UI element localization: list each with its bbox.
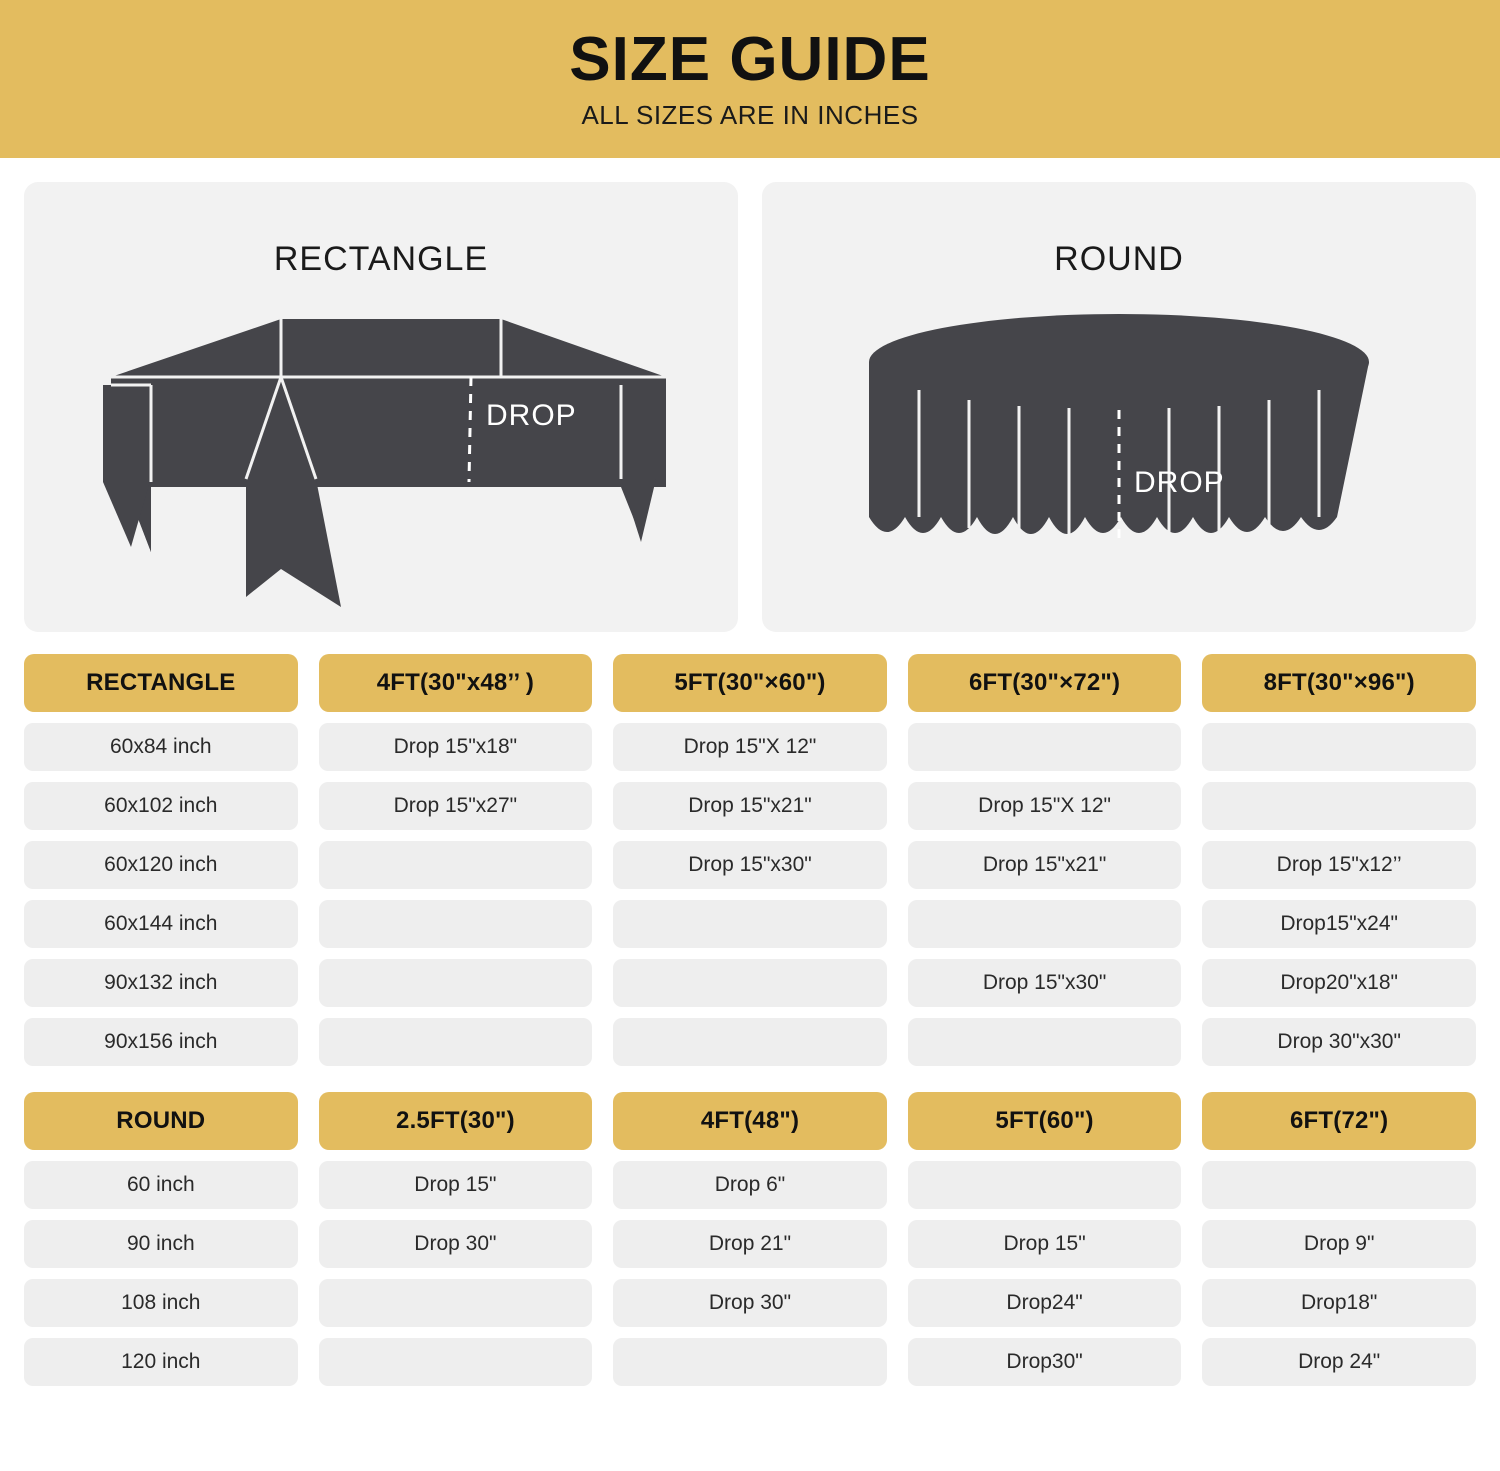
table-cell: 60x84 inch [24, 723, 298, 771]
table-cell: Drop15"x24" [1202, 900, 1476, 948]
rectangle-panel [24, 182, 738, 632]
table-cell [319, 900, 593, 948]
rectangle-column-0 [24, 654, 298, 1066]
table-cell [613, 959, 887, 1007]
table-cell: Drop 15"x21" [613, 782, 887, 830]
table-cell [319, 841, 593, 889]
table-cell: Drop 15"x21" [908, 841, 1182, 889]
rectangle-column-4 [1202, 654, 1476, 1066]
table-cell: Drop 15"x30" [908, 959, 1182, 1007]
table-cell [1202, 1161, 1476, 1209]
size-tables [0, 632, 1500, 1422]
table-cell: Drop 30" [319, 1220, 593, 1268]
column-header: 4FT(48") [613, 1092, 887, 1150]
round-panel-title: ROUND [1054, 240, 1184, 278]
table-cell: Drop 9" [1202, 1220, 1476, 1268]
column-header: 6FT(30"×72") [908, 654, 1182, 712]
rectangle-column-1 [319, 654, 593, 1066]
table-cell: 90 inch [24, 1220, 298, 1268]
round-column-0 [24, 1092, 298, 1386]
column-header: 6FT(72") [1202, 1092, 1476, 1150]
table-cell: Drop 6" [613, 1161, 887, 1209]
table-cell [319, 1018, 593, 1066]
table-cell: Drop 21" [613, 1220, 887, 1268]
column-header: RECTANGLE [24, 654, 298, 712]
table-cell: Drop24" [908, 1279, 1182, 1327]
table-cell [908, 723, 1182, 771]
round-size-table [24, 1092, 1476, 1386]
column-header: 8FT(30"×96") [1202, 654, 1476, 712]
rectangle-column-3 [908, 654, 1182, 1066]
column-header: 2.5FT(30") [319, 1092, 593, 1150]
table-cell: Drop 15"x12’’ [1202, 841, 1476, 889]
table-cell [908, 1161, 1182, 1209]
table-cell: Drop30" [908, 1338, 1182, 1386]
rectangle-size-table [24, 654, 1476, 1066]
rectangle-column-2 [613, 654, 887, 1066]
table-cell: Drop20"x18" [1202, 959, 1476, 1007]
round-panel [762, 182, 1476, 632]
table-cell: 120 inch [24, 1338, 298, 1386]
table-cell [908, 900, 1182, 948]
table-cell [613, 1338, 887, 1386]
table-cell [319, 1279, 593, 1327]
size-guide-header [0, 0, 1500, 158]
table-cell: Drop 30"x30" [1202, 1018, 1476, 1066]
table-cell: Drop 15"x30" [613, 841, 887, 889]
table-cell: 60x120 inch [24, 841, 298, 889]
table-cell: 90x156 inch [24, 1018, 298, 1066]
table-cell: 108 inch [24, 1279, 298, 1327]
table-cell [319, 1338, 593, 1386]
table-cell: Drop 15"X 12" [613, 723, 887, 771]
round-column-3 [908, 1092, 1182, 1386]
table-cell: Drop 15" [319, 1161, 593, 1209]
rectangle-panel-title: RECTANGLE [273, 240, 489, 278]
table-cell: Drop 15"x27" [319, 782, 593, 830]
table-cell [1202, 723, 1476, 771]
illustration-panels [0, 158, 1500, 632]
table-cell: 90x132 inch [24, 959, 298, 1007]
table-cell [908, 1018, 1182, 1066]
rectangle-tablecloth-icon [24, 292, 738, 632]
column-header: 4FT(30"x48’’ ) [319, 654, 593, 712]
round-tablecloth-icon [762, 292, 1476, 632]
table-cell: Drop 24" [1202, 1338, 1476, 1386]
column-header: 5FT(60") [908, 1092, 1182, 1150]
round-column-1 [319, 1092, 593, 1386]
table-cell: Drop 15"X 12" [908, 782, 1182, 830]
page-title: SIZE GUIDE [569, 24, 931, 94]
table-cell: 60x144 inch [24, 900, 298, 948]
table-cell: Drop 30" [613, 1279, 887, 1327]
round-drop-label: DROP [1134, 466, 1225, 499]
table-cell [613, 900, 887, 948]
table-cell [319, 959, 593, 1007]
column-header: 5FT(30"×60") [613, 654, 887, 712]
table-cell: 60 inch [24, 1161, 298, 1209]
rectangle-drop-label: DROP [486, 399, 577, 432]
table-cell: 60x102 inch [24, 782, 298, 830]
table-cell: Drop 15"x18" [319, 723, 593, 771]
page-subtitle: ALL SIZES ARE IN INCHES [581, 100, 919, 131]
column-header: ROUND [24, 1092, 298, 1150]
table-cell: Drop18" [1202, 1279, 1476, 1327]
round-column-2 [613, 1092, 887, 1386]
table-cell: Drop 15" [908, 1220, 1182, 1268]
table-cell [613, 1018, 887, 1066]
round-column-4 [1202, 1092, 1476, 1386]
table-cell [1202, 782, 1476, 830]
